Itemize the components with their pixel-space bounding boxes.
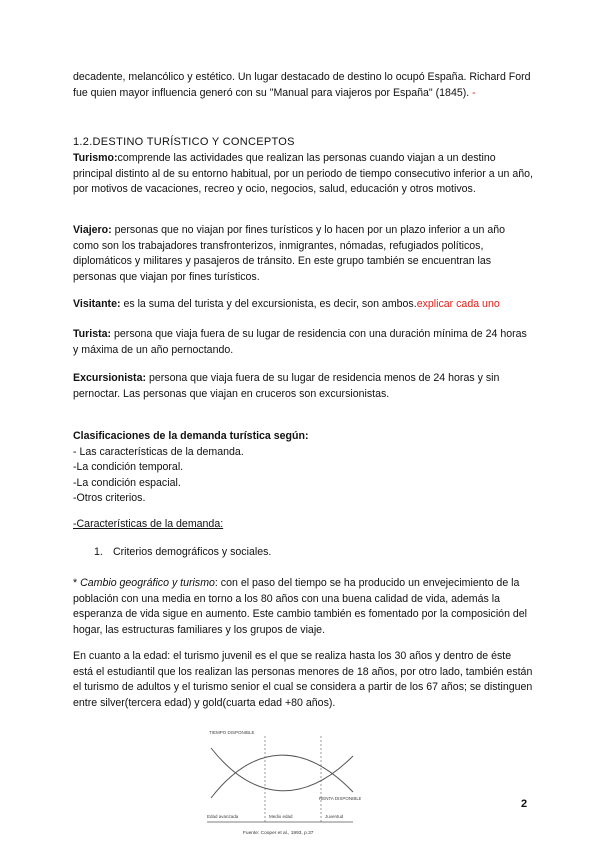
- edad-paragraph: En cuanto a la edad: el turismo juvenil es el que se realiza hasta los 30 años y dentro de éste está el estudiantil que los realizan las personas menores de 18 años, por otro lado, también están el turismo de adultos y el turismo senior el cual se considera a partir de los 67 años; se distinguen entre silver(tercera edad) y gold(cuarta edad +80 años).: [73, 650, 533, 709]
- age-figure: [203, 726, 361, 838]
- time-curve: [211, 748, 353, 791]
- clasificaciones-item: -La condición temporal.: [73, 461, 184, 473]
- list-item-text: Criterios demográficos y sociales.: [112, 546, 272, 558]
- clasificaciones-item: -La condición espacial.: [73, 476, 181, 489]
- viajero-paragraph: [73, 223, 533, 285]
- cambio-term: Cambio geográfico y turismo: [80, 577, 215, 589]
- clasificaciones-title: Clasificaciones de la demanda turística según:: [73, 430, 309, 442]
- numbered-list-item: [94, 546, 271, 558]
- clasificaciones-block: [73, 429, 533, 507]
- viajero-text: personas que no viajan por fines turísticos y lo hacen por un plazo inferior a un año como son los trabajadores transfronterizos, inmigrantes, nómadas, refugiados políticos, diplomáticos y militares y pasajeros de tránsito. En este grupo también se encuentran las personas que viajan por fines turísticos.: [73, 224, 506, 283]
- cambio-text: : con el paso del tiempo se ha producido un envejecimiento de la población con una media en torno a los 80 años con una buena calidad de vida, además la esperanza de vida sigue en aumento. Este cambio también es fomentado por la composición del hogar, las estructuras familiares y los grupos de viaje.: [73, 577, 528, 636]
- clasificaciones-item: -Otros criterios.: [73, 492, 146, 504]
- figure-label-time: TIEMPO DISPONIBLE: [209, 730, 255, 735]
- excursionista-text: persona que viaja fuera de su lugar de residencia menos de 24 horas y sin pernoctar. Las personas que viajan en cruceros son excursionistas.: [73, 372, 500, 400]
- turista-term: Turista:: [73, 328, 112, 340]
- age-figure-diagram: [203, 726, 361, 838]
- turismo-text: comprende las actividades que realizan las personas cuando viajan a un destino principal distinto al de su entorno habitual, por un periodo de tiempo consecutivo inferior a un año, por motivos de vacaciones, recreo y ocio, negocios, salud, educación y otros motivos.: [73, 152, 533, 195]
- figure-source: Fuente: Cooper et al., 1993, p.37: [243, 831, 314, 836]
- turista-text: persona que viaja fuera de su lugar de residencia con una duración mínima de 24 horas y máxima de un año pernoctando.: [73, 328, 527, 356]
- cambio-paragraph: [73, 576, 533, 638]
- figure-x-right: Juventud: [325, 814, 344, 819]
- excursionista-paragraph: [73, 371, 533, 402]
- list-item-number: 1.: [94, 546, 103, 558]
- section-heading: 1.2.DESTINO TURÍSTICO Y CONCEPTOS: [73, 136, 295, 148]
- visitante-paragraph: [73, 297, 533, 313]
- intro-paragraph: [73, 70, 533, 101]
- income-curve: [211, 755, 353, 798]
- caracteristicas-heading: -Características de la demanda:: [73, 518, 224, 530]
- figure-x-left: Edad avanzada: [207, 814, 239, 819]
- visitante-note: explicar cada uno: [416, 298, 500, 310]
- intro-dash: -: [469, 86, 476, 99]
- turismo-term: Turismo:: [73, 152, 118, 164]
- figure-label-income: RENTA DISPONIBLE: [319, 796, 361, 801]
- turista-paragraph: [73, 327, 533, 358]
- clasificaciones-item: - Las características de la demanda.: [73, 445, 244, 458]
- visitante-text: es la suma del turista y del excursionista, es decir, son ambos.: [120, 298, 417, 310]
- figure-x-mid: Medio edad: [269, 814, 293, 819]
- intro-text: decadente, melancólico y estético. Un lugar destacado de destino lo ocupó España. Richard Ford fue quien mayor influencia generó con su "Manual para viajeros por España" (1845).: [73, 71, 531, 99]
- turismo-paragraph: [73, 151, 533, 198]
- visitante-term: Visitante:: [73, 298, 121, 310]
- cambio-prefix: *: [73, 577, 81, 589]
- viajero-term: Viajero:: [73, 224, 112, 236]
- excursionista-term: Excursionista:: [73, 372, 147, 384]
- page-number: 2: [521, 798, 528, 810]
